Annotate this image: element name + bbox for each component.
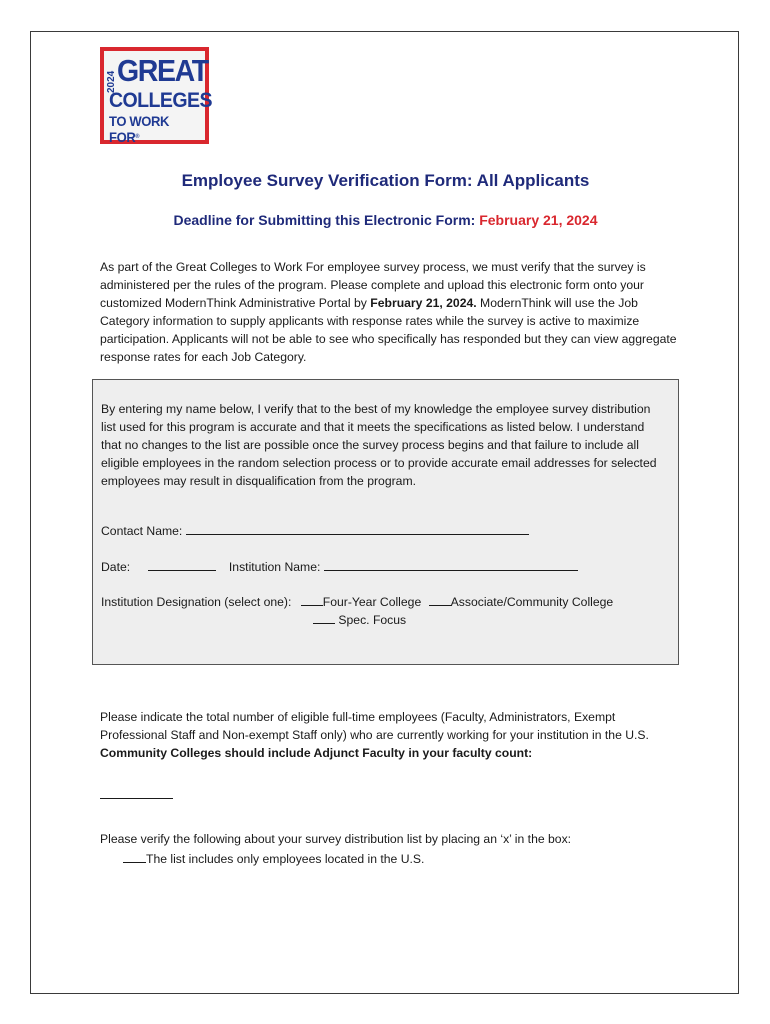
distribution-intro: Please verify the following about your survey distribution list by placing an ‘x’ in the box: <box>100 832 572 846</box>
form-title: Employee Survey Verification Form: All Applicants <box>181 171 590 190</box>
logo-colleges-text: COLLEGES <box>109 89 212 112</box>
contact-name-row <box>101 522 529 540</box>
deadline-heading <box>31 212 740 228</box>
distribution-item-us-only <box>123 850 424 868</box>
us-only-checkbox-blank[interactable] <box>123 851 146 863</box>
date-row <box>101 558 578 576</box>
institution-name-field[interactable] <box>324 559 578 571</box>
contact-name-field[interactable] <box>186 523 529 535</box>
option-associate: Associate/Community College <box>450 595 614 609</box>
logo-great-text: GREAT <box>117 53 208 88</box>
logo-trademark: ® <box>135 134 140 140</box>
institution-name-label: Institution Name: <box>228 560 324 574</box>
spec-focus-row <box>313 611 406 629</box>
designation-label: Institution Designation (select one): <box>101 595 292 609</box>
logo-year: 2024 <box>106 70 117 93</box>
deadline-date: February 21, 2024 <box>479 212 598 228</box>
verification-statement: By entering my name below, I verify that to the best of my knowledge the employee survey distribution list used for this program is accurate and that it meets the specifications as listed below. I understand that no changes to the list are possible once the survey process begins and that failure to include all eligible employees in the random selection process or to provide accurate email addresses for selected employees may result in disqualification from the program. <box>101 402 657 488</box>
form-page <box>30 31 739 994</box>
deadline-label: Deadline for Submitting this Electronic Form: <box>173 212 480 228</box>
verification-box <box>92 379 679 665</box>
designation-row <box>101 593 613 611</box>
logo-to-work-for-text: TO WORK FOR® <box>109 113 170 145</box>
intro-deadline-bold: February 21, 2024. <box>370 296 477 310</box>
spec-focus-checkbox-blank[interactable] <box>313 612 335 624</box>
community-college-note: Community Colleges should include Adjunct Faculty in your faculty count: <box>100 746 533 760</box>
option-spec-focus: Spec. Focus <box>338 613 407 627</box>
associate-checkbox-blank[interactable] <box>429 594 451 606</box>
option-four-year: Four-Year College <box>322 595 422 609</box>
four-year-checkbox-blank[interactable] <box>301 594 323 606</box>
date-field[interactable] <box>148 559 216 571</box>
eligible-count-field[interactable] <box>100 798 173 799</box>
contact-name-label: Contact Name: <box>101 524 186 538</box>
us-only-label: The list includes only employees located in the U.S. <box>146 852 425 866</box>
eligible-employees-paragraph: Please indicate the total number of eligible full-time employees (Faculty, Administrators, Exempt Professional Staff and Non-exempt Staff only) who are currently working for your institution in the U.S. Community Colleges should include Adjunct Faculty in your faculty count: <box>100 710 649 760</box>
date-label: Date: <box>101 560 131 574</box>
intro-paragraph: As part of the Great Colleges to Work For employee survey process, we must verify that the survey is administered per the rules of the program. Please complete and upload this electronic form onto your customized ModernThink Administrative Portal by February 21, 2024. ModernThink will use the Job Category information to supply applicants with response rates while the survey is active to maximize participation. Applicants will not be able to see who specifically has responded but they can view aggregate response rates for each Job Category. <box>100 260 677 364</box>
great-colleges-logo <box>100 47 212 145</box>
